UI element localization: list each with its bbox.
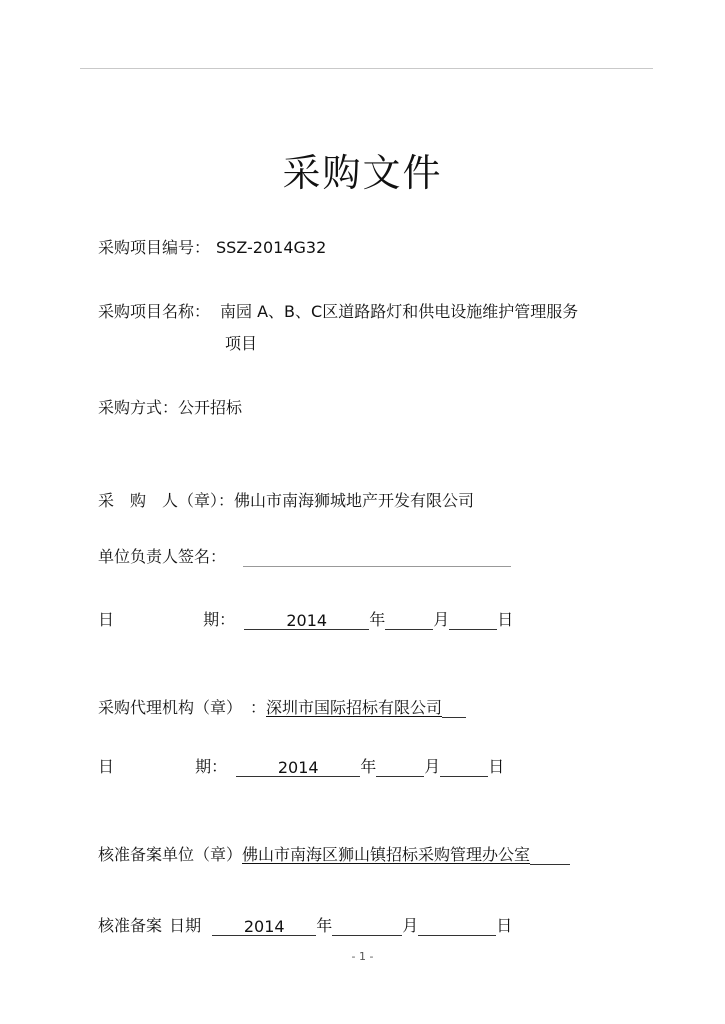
date2-label-period: 期：: [195, 757, 228, 776]
header-rule: [80, 68, 653, 69]
project-name-label: 采购项目名称：: [98, 302, 211, 321]
signature-field[interactable]: [243, 548, 511, 567]
year2-unit: 年: [360, 757, 377, 776]
project-number-value: SSZ-2014G32: [216, 238, 327, 257]
date-year-value: 2014: [286, 611, 328, 630]
date2-day-field[interactable]: [440, 758, 488, 777]
month-unit: 月: [433, 610, 450, 629]
signatory-row: [98, 547, 511, 567]
purchaser-label: 采 购 人（章）：: [98, 491, 235, 510]
date-row-1: [98, 610, 513, 630]
project-name-value-cont: 项目: [225, 334, 258, 353]
date2-year-value: 2014: [277, 758, 319, 777]
project-name-row: [98, 302, 578, 322]
method-row: [98, 398, 242, 418]
approval-date-label2: 日期: [169, 916, 202, 935]
project-name-row-2: [225, 334, 257, 354]
approval-day-field[interactable]: [418, 917, 496, 936]
date-label-period: 期：: [203, 610, 236, 629]
day-unit: 日: [497, 610, 514, 629]
approval-unit-value: 佛山市南海区狮山镇招标采购管理办公室: [242, 845, 531, 864]
date-month-field[interactable]: [385, 611, 433, 630]
project-number-row: [98, 238, 326, 258]
approval-unit-row: [98, 845, 570, 865]
approval-year-value: 2014: [243, 917, 285, 936]
project-name-value: 南园 A、B、C区道路路灯和供电设施维护管理服务: [220, 302, 579, 321]
approval-month-unit: 月: [402, 916, 419, 935]
date-day-field[interactable]: [449, 611, 497, 630]
approval-unit-label: 核准备案单位（章）: [98, 845, 243, 864]
approval-date-label: 核准备案: [98, 916, 163, 935]
agency-row: [98, 698, 466, 718]
method-value: 公开招标: [178, 398, 243, 417]
agency-value: 深圳市国际招标有限公司: [266, 698, 443, 717]
date2-year-field[interactable]: [236, 758, 360, 777]
approval-date-row: [98, 916, 512, 936]
approval-year-field[interactable]: [212, 917, 316, 936]
purchaser-value: 佛山市南海狮城地产开发有限公司: [234, 491, 475, 510]
document-title: 采购文件: [282, 151, 443, 195]
project-number-label: 采购项目编号：: [98, 238, 211, 257]
approval-year-unit: 年: [316, 916, 333, 935]
signatory-label: 单位负责人签名：: [98, 547, 227, 566]
purchaser-row: [98, 491, 474, 511]
method-label: 采购方式：: [98, 398, 179, 417]
approval-day-unit: 日: [496, 916, 513, 935]
date-year-field[interactable]: [244, 611, 369, 630]
date-row-2: [98, 757, 504, 777]
year-unit: 年: [369, 610, 386, 629]
day2-unit: 日: [488, 757, 505, 776]
month2-unit: 月: [424, 757, 441, 776]
date-label-day: 日: [98, 610, 115, 629]
approval-month-field[interactable]: [332, 917, 402, 936]
date2-month-field[interactable]: [376, 758, 424, 777]
agency-label: 采购代理机构（章） ：: [98, 698, 267, 717]
page-number: - 1 -: [351, 950, 374, 963]
agency-underline-tail: [442, 699, 466, 718]
approval-underline-tail: [530, 846, 570, 865]
date2-label-day: 日: [98, 757, 115, 776]
